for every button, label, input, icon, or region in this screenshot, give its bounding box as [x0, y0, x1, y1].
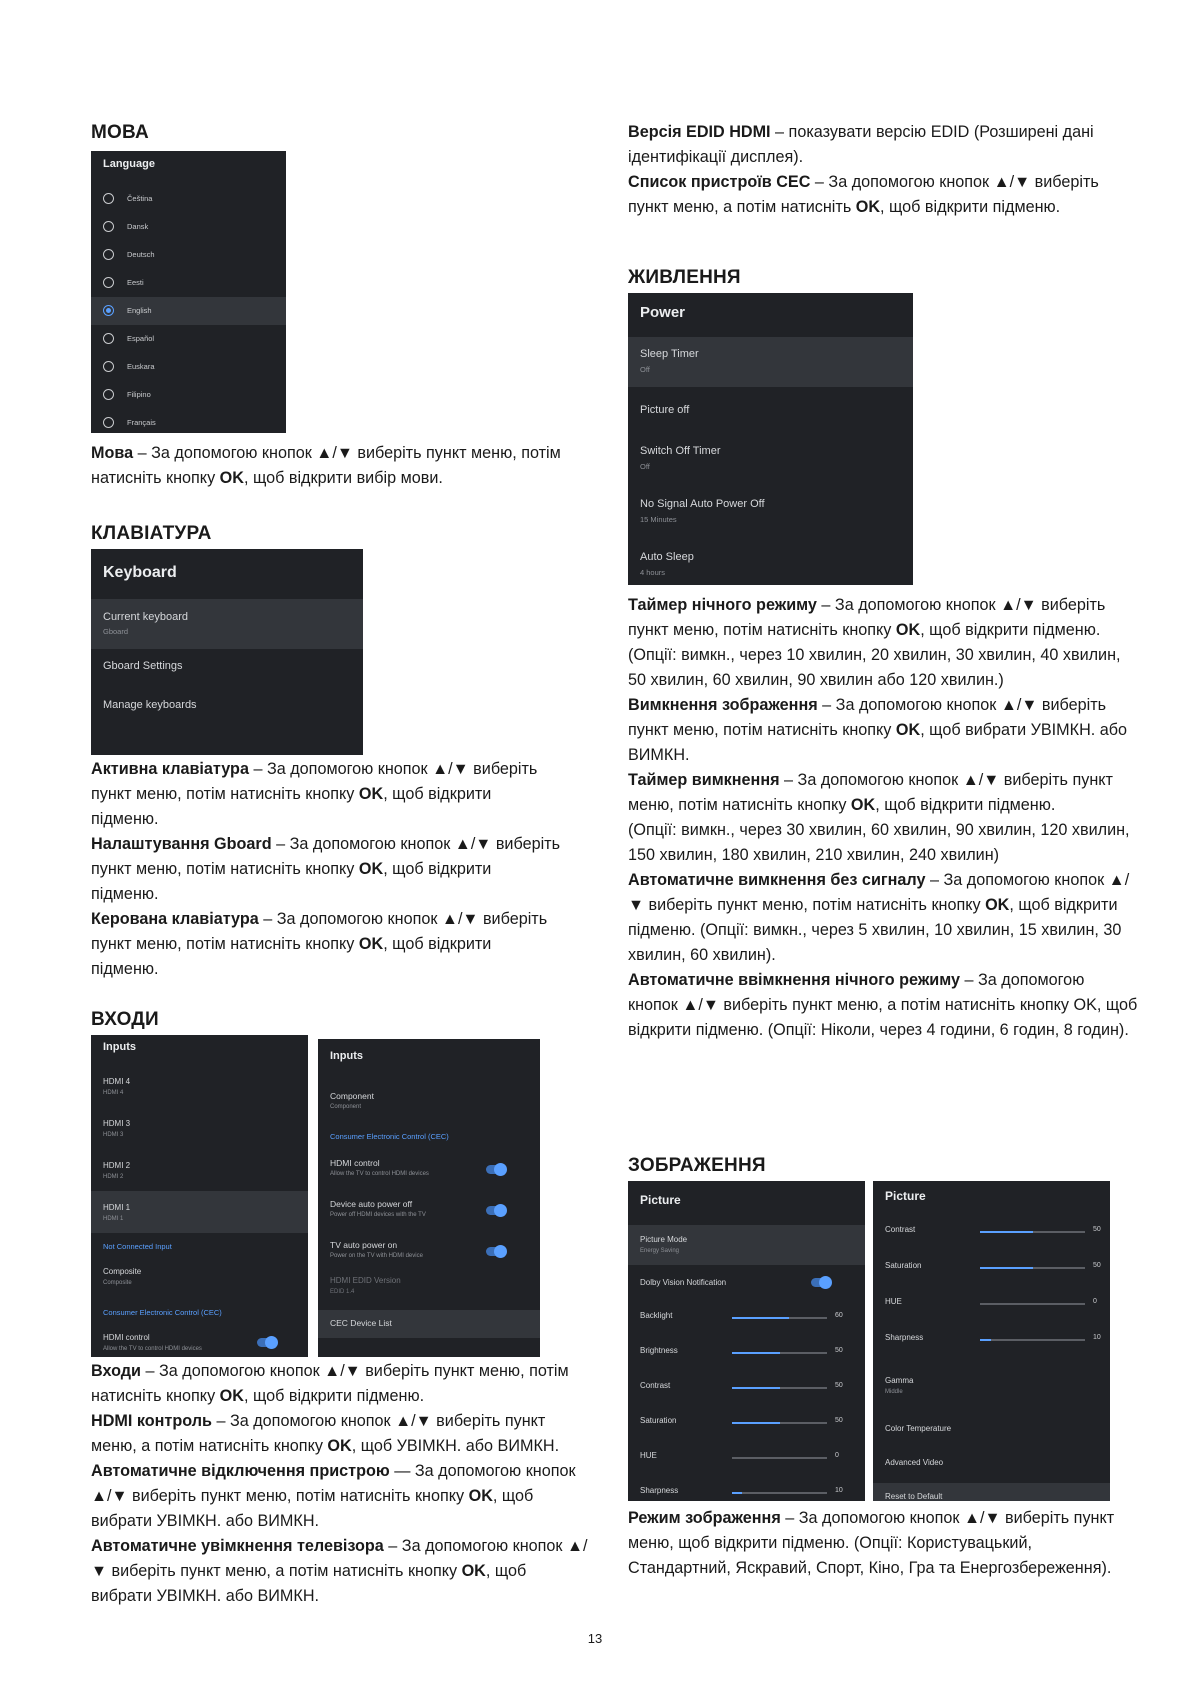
slider-value: 10 [835, 1486, 843, 1494]
dolby-vision-toggle[interactable] [811, 1278, 831, 1287]
slider-track[interactable] [732, 1422, 827, 1424]
picture-item-label: Color Temperature [885, 1424, 952, 1433]
not-connected-section: Not Connected Input [103, 1242, 172, 1251]
language-option[interactable] [91, 213, 286, 241]
cec-section: Consumer Electronic Control (CEC) [103, 1308, 222, 1317]
language-label: Español [127, 334, 155, 343]
body-text: – показувати версію EDID (Розширені дані ідентифікації дисплея). [628, 123, 1094, 166]
bold-text: Автоматичне ввімкнення нічного режиму [628, 971, 961, 989]
cec-toggle-item[interactable] [318, 1234, 540, 1270]
language-menu-screenshot [91, 151, 286, 433]
body-text: – За допомогою кнопок ▲/▼ виберіть пункт меню, потім натисніть кнопку [91, 835, 561, 878]
hdmi-control-label: HDMI control [103, 1333, 150, 1342]
dolby-vision-item[interactable] [628, 1269, 865, 1297]
picture-menu-screenshot-1 [628, 1181, 865, 1501]
language-option[interactable] [91, 241, 286, 269]
power-item-label: Picture off [640, 404, 690, 416]
cec-toggle-sub: Allow the TV to control HDMI devices [330, 1171, 429, 1177]
bold-text: OK [219, 1387, 244, 1405]
bold-text: OK [358, 860, 384, 878]
paragraph [628, 643, 1138, 693]
language-menu-title: Language [103, 158, 155, 170]
keyboard-item-label: Manage keyboards [103, 699, 197, 711]
paragraph [91, 1534, 591, 1609]
paragraph [628, 768, 1138, 818]
body-text: , щоб відкрити підменю. [920, 621, 1101, 639]
inputs-menu-screenshot-2 [318, 1039, 540, 1357]
slider-track[interactable] [980, 1303, 1085, 1305]
picture-menu-screenshot-2 [873, 1181, 1110, 1501]
input-label: HDMI 4 [103, 1077, 131, 1086]
bold-text: Версія EDID HDMI [628, 123, 771, 141]
cec-toggle-label: HDMI control [330, 1158, 380, 1168]
body-text: , щоб відкрити вибір мови. [243, 469, 443, 487]
body-text: – За допомогою кнопок ▲/▼ виберіть пункт меню, щоб відкрити підменю. (Опції: Користувацький, Стандартний, Яскравий, Спорт, Кіно, Гра та Енергозбереження). [628, 1509, 1115, 1577]
power-item[interactable] [628, 434, 913, 480]
inputs-description [91, 1359, 591, 1609]
bold-text: OK [358, 935, 384, 953]
paragraph [628, 968, 1138, 1043]
language-label: Deutsch [127, 250, 155, 259]
bold-text: OK [468, 1487, 493, 1505]
input-sub: HDMI 1 [103, 1216, 124, 1222]
language-description [91, 441, 591, 491]
slider-label: HUE [640, 1450, 657, 1460]
input-label: HDMI 1 [103, 1203, 131, 1212]
body-text: – За допомогою кнопок ▲/▼ виберіть пункт меню, потім натисніть кнопку [628, 871, 1130, 914]
language-label: Čeština [127, 194, 153, 203]
bold-text: OK [358, 785, 384, 803]
keyboard-item-current[interactable] [91, 599, 363, 649]
paragraph [91, 1359, 591, 1409]
body-text: , щоб відкрити підменю. [880, 198, 1061, 216]
paragraph [91, 441, 591, 491]
bold-text: Автоматичне увімкнення телевізора [91, 1537, 384, 1555]
bold-text: Налаштування Gboard [91, 835, 272, 853]
slider-row[interactable] [628, 1474, 865, 1501]
hdmi-control-sub: Allow the TV to control HDMI devices [103, 1346, 202, 1352]
bold-text: HDMI контроль [91, 1412, 212, 1430]
body-text: – За допомогою кнопок ▲/▼ виберіть пункт меню, а потім натисніть [628, 173, 1099, 216]
bold-text: OK [461, 1562, 486, 1580]
language-option[interactable] [91, 325, 286, 353]
inputs-menu-title: Inputs [103, 1041, 136, 1053]
cec-device-list-label: CEC Device List [330, 1318, 392, 1328]
input-item-hdmi[interactable] [91, 1191, 308, 1233]
slider-row[interactable] [873, 1285, 1110, 1321]
section-heading-language: МОВА [91, 122, 149, 143]
paragraph [91, 1459, 591, 1534]
gamma-value: Middle [885, 1389, 903, 1395]
paragraph [628, 1506, 1128, 1581]
slider-label: Saturation [640, 1415, 677, 1425]
cec-toggle-label: Device auto power off [330, 1199, 413, 1209]
language-label: Filipino [127, 390, 151, 399]
slider-value: 0 [1093, 1298, 1097, 1305]
slider-fill [732, 1317, 789, 1319]
power-item-label: Auto Sleep [640, 551, 694, 563]
toggle-switch[interactable] [486, 1247, 506, 1256]
picture-mode-label: Picture Mode [640, 1235, 688, 1244]
dolby-vision-label: Dolby Vision Notification [640, 1278, 727, 1287]
paragraph [628, 170, 1128, 220]
hdmi-control-toggle[interactable] [257, 1338, 277, 1347]
slider-value: 50 [1093, 1226, 1101, 1233]
input-item-composite[interactable] [91, 1263, 308, 1295]
bold-text: OK [855, 198, 881, 216]
inputs-menu-title: Inputs [330, 1050, 363, 1062]
bold-text: OK [895, 621, 921, 639]
input-label: HDMI 3 [103, 1119, 131, 1128]
body-text: , щоб вибрати УВІМКН. або ВИМКН. [628, 721, 1128, 764]
language-option[interactable] [91, 297, 286, 325]
edid-version-item [318, 1273, 540, 1303]
body-text: – За допомогою кнопок ▲/▼ виберіть пункт меню, потім натисніть кнопку [91, 1362, 569, 1405]
input-item-hdmi-control[interactable] [91, 1330, 308, 1357]
section-heading-power: ЖИВЛЕННЯ [628, 267, 741, 288]
language-option[interactable] [91, 409, 286, 433]
slider-row[interactable] [628, 1334, 865, 1369]
slider-label: Sharpness [885, 1333, 924, 1342]
input-sub: HDMI 4 [103, 1090, 124, 1096]
input-sub: Composite [103, 1280, 132, 1286]
cec-toggle-item[interactable] [318, 1193, 540, 1229]
slider-fill [732, 1492, 742, 1494]
input-label: HDMI 2 [103, 1161, 131, 1170]
picture-item-label: Advanced Video [885, 1458, 944, 1467]
keyboard-item-label: Gboard Settings [103, 660, 183, 672]
body-text: , щоб відкрити підменю. [91, 935, 492, 978]
bold-text: Вимкнення зображення [628, 696, 818, 714]
power-item-value: Off [640, 462, 650, 471]
edid-cec-description [628, 120, 1128, 220]
picture-mode-item[interactable] [628, 1225, 865, 1265]
cec-toggle-item[interactable] [318, 1152, 540, 1188]
cec-toggle-sub: Power on the TV with HDMI device [330, 1253, 423, 1259]
paragraph [628, 593, 1138, 643]
radio-icon[interactable] [103, 305, 114, 316]
inputs-menu-screenshot-1 [91, 1035, 308, 1357]
section-heading-inputs: ВХОДИ [91, 1009, 159, 1030]
slider-label: Sharpness [640, 1485, 679, 1495]
bold-text: OK [327, 1437, 352, 1455]
power-menu-title: Power [640, 304, 686, 321]
cec-toggle-sub: Power off HDMI devices with the TV [330, 1212, 426, 1218]
body-text: – За допомогою кнопок ▲/▼ виберіть пункт меню, потім натисніть кнопку [628, 771, 1113, 814]
slider-row[interactable] [628, 1439, 865, 1474]
picture-item[interactable] [873, 1415, 1110, 1445]
slider-row[interactable] [873, 1321, 1110, 1357]
page-number: 13 [587, 1631, 603, 1646]
bold-text: OK [219, 469, 244, 487]
body-text: – За допомогою кнопок ▲/▼ виберіть пункт меню, а потім натисніть кнопку OK, щоб відкрити підменю. (Опції: Ніколи, через 4 години, 6 годин, 8 годин). [628, 971, 1138, 1039]
slider-track[interactable] [732, 1387, 827, 1389]
input-item-hdmi[interactable] [91, 1065, 308, 1107]
toggle-switch[interactable] [486, 1206, 506, 1215]
edid-sub: EDID 1.4 [330, 1289, 355, 1295]
body-text: , щоб відкрити підменю. [243, 1387, 425, 1405]
bold-text: OK [850, 796, 876, 814]
language-label: Euskara [127, 362, 155, 371]
slider-row[interactable] [628, 1404, 865, 1439]
language-option[interactable] [91, 185, 286, 213]
bold-text: Автоматичне вимкнення без сигналу [628, 871, 926, 889]
toggle-switch[interactable] [486, 1165, 506, 1174]
paragraph [91, 907, 561, 982]
slider-value: 60 [835, 1311, 843, 1319]
bold-text: Режим зображення [628, 1509, 781, 1527]
section-heading-picture: ЗОБРАЖЕННЯ [628, 1155, 766, 1176]
body-text: , щоб УВІМКН. або ВИМКН. [351, 1437, 560, 1455]
radio-icon[interactable] [103, 193, 114, 204]
slider-track[interactable] [732, 1317, 827, 1319]
bold-text: Таймер нічного режиму [628, 596, 817, 614]
cec-section: Consumer Electronic Control (CEC) [330, 1132, 449, 1141]
input-item-hdmi[interactable] [91, 1107, 308, 1149]
slider-value: 50 [1093, 1262, 1101, 1269]
radio-icon[interactable] [103, 361, 114, 372]
body-text: , щоб вибрати УВІМКН. або ВИМКН. [91, 1487, 534, 1530]
bold-text: Список пристроїв CEC [628, 173, 811, 191]
bold-text: Керована клавіатура [91, 910, 259, 928]
input-sub: HDMI 3 [103, 1132, 124, 1138]
power-item-label: Sleep Timer [640, 348, 699, 360]
slider-value: 10 [1093, 1334, 1101, 1341]
input-item-component[interactable] [318, 1087, 540, 1119]
body-text: (Опції: вимкн., через 10 хвилин, 20 хвилин, 30 хвилин, 40 хвилин, 50 хвилин, 60 хвилин, 90 хвилин або 120 хвилин.) [628, 646, 1121, 689]
language-label: Dansk [127, 222, 149, 231]
slider-label: HUE [885, 1297, 902, 1306]
body-text: , щоб вибрати УВІМКН. або ВИМКН. [91, 1562, 527, 1605]
slider-value: 0 [835, 1451, 839, 1459]
power-item-value: 4 hours [640, 568, 666, 577]
language-option[interactable] [91, 269, 286, 297]
paragraph [628, 120, 1128, 170]
slider-fill [732, 1422, 780, 1424]
slider-row[interactable] [628, 1299, 865, 1334]
body-text: – За допомогою кнопок ▲/▼ виберіть пункт меню, потім натисніть кнопку [91, 910, 548, 953]
power-menu-screenshot [628, 293, 913, 585]
power-item-value: 15 Minutes [640, 515, 677, 524]
gamma-item[interactable] [873, 1370, 1110, 1400]
paragraph [628, 868, 1138, 968]
slider-track[interactable] [732, 1457, 827, 1459]
paragraph [91, 757, 561, 832]
picture-item[interactable] [873, 1483, 1110, 1501]
picture-menu-title: Picture [885, 1189, 926, 1203]
body-text: — За допомогою кнопок ▲/▼ виберіть пункт меню, потім натисніть кнопку [91, 1462, 576, 1505]
cec-device-list-item[interactable] [318, 1310, 540, 1338]
picture-item-label: Reset to Default [885, 1492, 943, 1501]
slider-row[interactable] [873, 1213, 1110, 1249]
body-text: – За допомогою кнопок ▲/▼ виберіть пункт меню, а потім натисніть кнопку [91, 1537, 588, 1580]
edid-label: HDMI EDID Version [330, 1276, 401, 1285]
slider-fill [732, 1352, 780, 1354]
slider-fill [980, 1231, 1033, 1233]
radio-icon[interactable] [103, 221, 114, 232]
radio-icon[interactable] [103, 389, 114, 400]
bold-text: Мова [91, 444, 134, 462]
slider-track[interactable] [980, 1339, 1085, 1341]
slider-fill [732, 1387, 780, 1389]
power-item[interactable] [628, 337, 913, 387]
keyboard-item-value: Gboard [103, 627, 129, 636]
slider-track[interactable] [980, 1231, 1085, 1233]
bold-text: Входи [91, 1362, 141, 1380]
keyboard-item-manage[interactable] [91, 689, 363, 729]
component-label: Component [330, 1091, 374, 1101]
body-text: , щоб відкрити підменю. (Опції: вимкн., через 5 хвилин, 10 хвилин, 15 хвилин, 30 хвилин, 60 хвилин). [628, 896, 1122, 964]
slider-label: Brightness [640, 1345, 678, 1355]
power-description [628, 593, 1138, 1043]
slider-label: Contrast [640, 1380, 671, 1390]
slider-label: Saturation [885, 1261, 922, 1270]
language-label: Eesti [127, 278, 144, 287]
keyboard-menu-screenshot [91, 549, 363, 755]
slider-track[interactable] [980, 1267, 1085, 1269]
slider-label: Backlight [640, 1310, 673, 1320]
paragraph [91, 832, 561, 907]
keyboard-description [91, 757, 561, 982]
body-text: , щоб відкрити підменю. [875, 796, 1056, 814]
power-item[interactable] [628, 390, 913, 436]
language-option[interactable] [91, 381, 286, 409]
keyboard-item-label: Current keyboard [103, 611, 188, 623]
paragraph [628, 818, 1138, 868]
section-heading-keyboard: КЛАВІАТУРА [91, 523, 212, 544]
slider-track[interactable] [732, 1492, 827, 1494]
keyboard-menu-title: Keyboard [103, 564, 177, 581]
language-option[interactable] [91, 353, 286, 381]
slider-row[interactable] [873, 1249, 1110, 1285]
picture-description [628, 1506, 1128, 1581]
radio-icon[interactable] [103, 333, 114, 344]
paragraph [91, 1409, 591, 1459]
slider-fill [980, 1339, 991, 1341]
keyboard-item-gboard-settings[interactable] [91, 649, 363, 689]
slider-value: 50 [835, 1381, 843, 1389]
input-sub: HDMI 2 [103, 1174, 124, 1180]
bold-text: Активна клавіатура [91, 760, 249, 778]
radio-icon[interactable] [103, 277, 114, 288]
picture-mode-value: Energy Saving [640, 1248, 680, 1254]
body-text: – За допомогою кнопок ▲/▼ виберіть пункт меню, потім натисніть кнопку [91, 760, 538, 803]
body-text: – За допомогою кнопок ▲/▼ виберіть пункт меню, а потім натисніть кнопку [91, 1412, 546, 1455]
radio-icon[interactable] [103, 417, 114, 428]
paragraph [628, 693, 1138, 768]
cec-toggle-label: TV auto power on [330, 1240, 398, 1250]
picture-item[interactable] [873, 1449, 1110, 1479]
bold-text: Автоматичне відключення пристрою [91, 1462, 390, 1480]
body-text: – За допомогою кнопок ▲/▼ виберіть пункт меню, потім натисніть кнопку [91, 444, 561, 487]
body-text: – За допомогою кнопок ▲/▼ виберіть пункт меню, потім натисніть кнопку [628, 596, 1106, 639]
body-text: , щоб відкрити підменю. [91, 785, 492, 828]
input-label: Composite [103, 1267, 142, 1276]
component-sub: Component [330, 1104, 362, 1110]
radio-icon[interactable] [103, 249, 114, 260]
slider-value: 50 [835, 1346, 843, 1354]
body-text: – За допомогою кнопок ▲/▼ виберіть пункт меню, потім натисніть кнопку [628, 696, 1107, 739]
language-label: English [127, 306, 152, 315]
input-item-hdmi[interactable] [91, 1149, 308, 1191]
picture-menu-title: Picture [640, 1193, 681, 1207]
slider-row[interactable] [628, 1369, 865, 1404]
power-item[interactable] [628, 540, 913, 585]
bold-text: OK [895, 721, 921, 739]
power-item[interactable] [628, 487, 913, 533]
slider-track[interactable] [732, 1352, 827, 1354]
power-item-value: Off [640, 365, 650, 374]
gamma-label: Gamma [885, 1376, 914, 1385]
body-text: (Опції: вимкн., через 30 хвилин, 60 хвилин, 90 хвилин, 120 хвилин, 150 хвилин, 180 хвилин, 210 хвилин, 240 хвилин) [628, 821, 1130, 864]
bold-text: Таймер вимкнення [628, 771, 780, 789]
language-label: Français [127, 418, 156, 427]
bold-text: OK [985, 896, 1010, 914]
power-item-label: No Signal Auto Power Off [640, 498, 765, 510]
slider-fill [980, 1267, 1033, 1269]
slider-label: Contrast [885, 1225, 916, 1234]
body-text: , щоб відкрити підменю. [91, 860, 492, 903]
slider-value: 50 [835, 1416, 843, 1424]
power-item-label: Switch Off Timer [640, 445, 721, 457]
